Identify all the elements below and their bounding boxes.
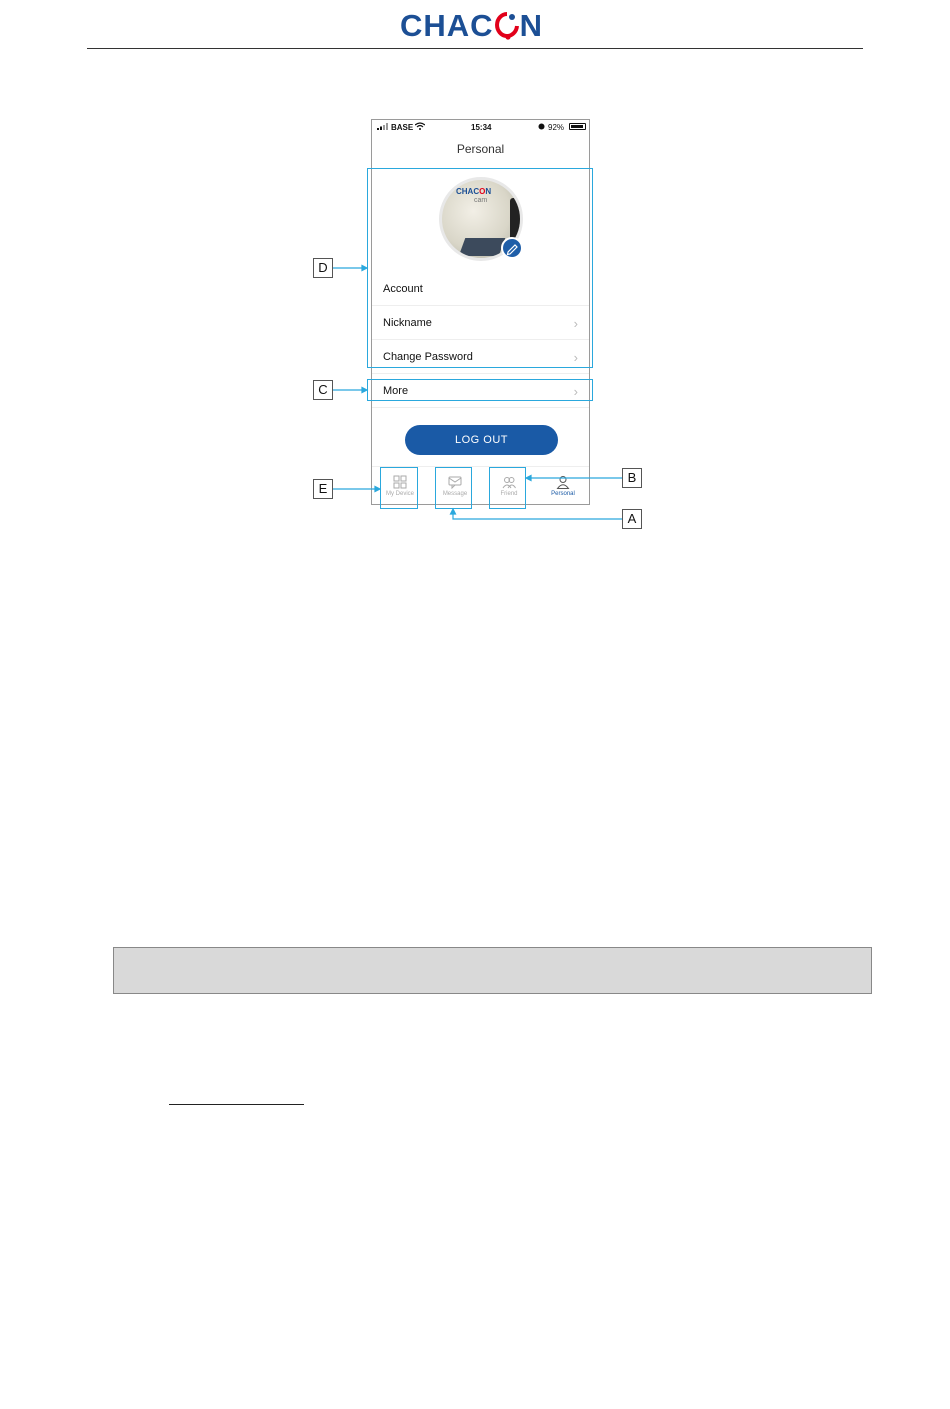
- logo-text-right: N: [519, 8, 543, 43]
- callout-c-highlight: [367, 379, 593, 401]
- change-password-label: Change Password: [383, 351, 473, 363]
- signal-icon: [377, 123, 389, 130]
- section-underline: [169, 1104, 304, 1105]
- logo-text-left: CHAC: [400, 8, 494, 43]
- callout-a-highlight: [435, 467, 472, 509]
- callout-e-highlight: [380, 467, 418, 509]
- status-bar: [372, 120, 589, 134]
- battery-icon: [569, 123, 586, 130]
- callout-d-highlight: [367, 168, 593, 368]
- nickname-label: Nickname: [383, 317, 432, 329]
- avatar-logo-sub: cam: [474, 197, 488, 204]
- chevron-right-icon: ›: [573, 350, 578, 365]
- status-time: 15:34: [471, 123, 492, 132]
- screen-title: Personal: [456, 142, 505, 156]
- tab-label: Message: [442, 491, 468, 497]
- callout-label-e: E: [313, 479, 333, 499]
- tab-personal[interactable]: [536, 467, 590, 505]
- chevron-right-icon: ›: [573, 316, 578, 331]
- logout-button[interactable]: LOG OUT: [405, 425, 558, 455]
- callout-label-a: A: [622, 509, 642, 529]
- battery-percent: 92%: [548, 123, 565, 132]
- chacon-logo: [400, 6, 552, 46]
- tab-label: Personal: [551, 491, 575, 497]
- alarm-icon: [538, 123, 545, 130]
- callout-label-c: C: [313, 380, 333, 400]
- account-label: Account: [383, 283, 423, 295]
- tab-label: Friend: [500, 491, 518, 497]
- tab-label: My Device: [385, 491, 414, 497]
- avatar-logo: CHACON: [456, 187, 492, 196]
- header-divider: [87, 48, 863, 49]
- carrier-name: BASE: [391, 123, 414, 132]
- callout-label-b: B: [622, 468, 642, 488]
- callout-b-highlight: [489, 467, 526, 509]
- logo-o-mark-icon: [495, 11, 519, 41]
- person-icon: [556, 475, 570, 489]
- note-box: [113, 947, 872, 994]
- wifi-icon: [415, 122, 425, 130]
- callout-label-d: D: [313, 258, 333, 278]
- more-label: More: [383, 385, 409, 397]
- chevron-right-icon: ›: [573, 384, 578, 399]
